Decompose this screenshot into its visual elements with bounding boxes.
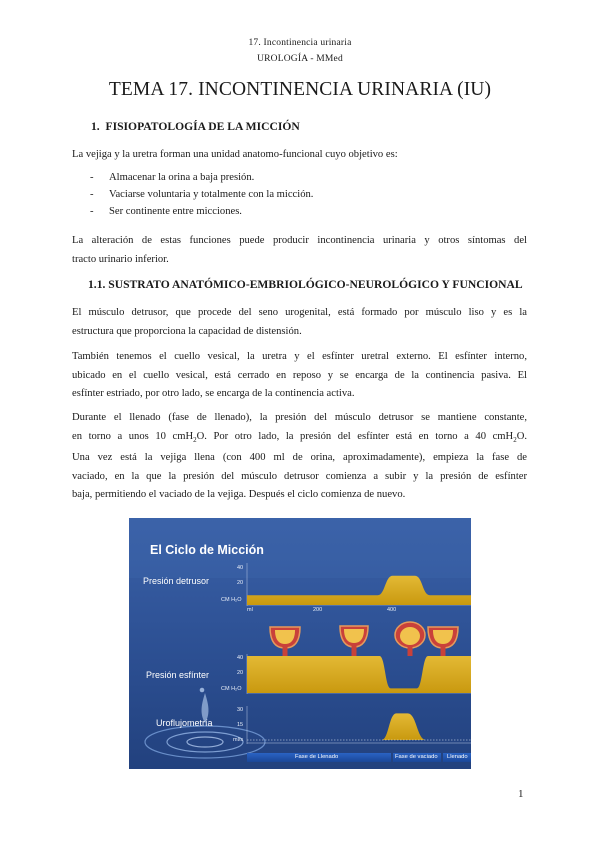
bullet-item: - Almacenar la orina a baja presión.	[90, 172, 255, 183]
bullet-item: - Ser continente entre micciones.	[90, 206, 242, 217]
page-title: TEMA 17. INCONTINENCIA URINARIA (IU)	[108, 79, 492, 100]
section-1-paragraph	[72, 232, 527, 269]
paragraph-line: ubicado en el cuello vesical, está cerrado en reposo y se encarga de la continencia pasiva. El	[72, 369, 527, 381]
tick-label: 400	[387, 607, 397, 613]
phase-label-vaciado: Fase de vaciado	[395, 754, 438, 760]
tick-label: 20	[237, 670, 244, 676]
tick-label: ml/s	[233, 737, 244, 743]
paragraph-cuello-vesical	[72, 348, 527, 404]
bullet-text: Almacenar la orina a baja presión.	[109, 172, 255, 183]
section-1-intro: La vejiga y la uretra forman una unidad anatomo-funcional cuyo objetivo es:	[72, 149, 398, 160]
paragraph-line: El músculo detrusor, que procede del seno urogenital, está formado por músculo liso y es la	[72, 307, 527, 318]
paragraph-line: vaciado, en la que la presión del músculo detrusor comienza a subir y la presión de esfínter	[72, 470, 527, 482]
paragraph-line: También tenemos el cuello vesical, la uretra y el esfínter uretral externo. El esfínter interno,	[72, 351, 527, 362]
bullet-item: - Vaciarse voluntaria y totalmente con la micción.	[90, 189, 314, 200]
tick-label: CM H₂O	[221, 597, 242, 603]
paragraph-line: estructura que proporciona la capacidad de distensión.	[72, 325, 302, 337]
tick-label: ml	[247, 607, 253, 613]
paragraph-line: tracto urinario inferior.	[72, 253, 169, 265]
tick-label: 15	[237, 722, 244, 728]
bullet-text: Vaciarse voluntaria y totalmente con la micción.	[109, 189, 314, 200]
phase-label-llenado-2: Llenado	[447, 754, 468, 760]
tick-label: 200	[313, 607, 323, 613]
running-header-subject: UROLOGÍA - MMed	[257, 54, 343, 64]
row-label-detrusor: Presión detrusor	[143, 576, 210, 586]
row-label-uroflujometria: Uroflujometría	[156, 718, 213, 728]
paragraph-line: en torno a unos 10 cmH$_2$O. Por otro lado, la presión del esfínter está en torno a 40 cmH$_2$O.	[72, 430, 527, 444]
tick-label: 40	[237, 565, 244, 571]
paragraph-line: esfínter estriado, por otro lado, se encarga de la continencia activa.	[72, 388, 355, 399]
micturition-cycle-figure	[129, 518, 471, 769]
paragraph-line: Una vez está la vejiga llena (con 400 ml de orina, aproximadamente), empieza la fase de	[72, 452, 527, 464]
bullet-text: Ser continente entre micciones.	[109, 206, 242, 217]
running-header-title: 17. Incontinencia urinaria	[248, 38, 352, 48]
page-number: 1	[518, 788, 524, 800]
paragraph-detrusor	[72, 304, 527, 341]
section-1-title: FISIOPATOLOGÍA DE LA MICCIÓN	[105, 120, 300, 133]
tick-label: 40	[237, 655, 244, 661]
paragraph-line: La alteración de estas funciones puede producir incontinencia urinaria y otros síntomas del	[72, 235, 527, 246]
paragraph-line: baja, permitiendo el vaciado de la vejiga. Después el ciclo comienza de nuevo.	[72, 489, 406, 501]
tick-label: 30	[237, 707, 244, 713]
row-label-esfinter: Presión esfínter	[146, 670, 210, 680]
paragraph-line: Durante el llenado (fase de llenado), la presión del músculo detrusor se mantiene constante,	[72, 412, 527, 423]
paragraph-llenado	[72, 409, 527, 505]
sphincter-pressure-area	[247, 656, 471, 693]
section-1-1-heading: 1.1. SUSTRATO ANATÓMICO-EMBRIOLÓGICO-NEUROLÓGICO Y FUNCIONAL	[88, 278, 523, 291]
section-1-heading	[91, 120, 300, 133]
figure-title: El Ciclo de Micción	[150, 543, 264, 557]
tick-label: CM H₂O	[221, 686, 242, 692]
phase-label-llenado: Fase de Llenado	[295, 754, 339, 760]
tick-label: 20	[237, 580, 244, 586]
section-1-number: 1.	[91, 120, 100, 133]
